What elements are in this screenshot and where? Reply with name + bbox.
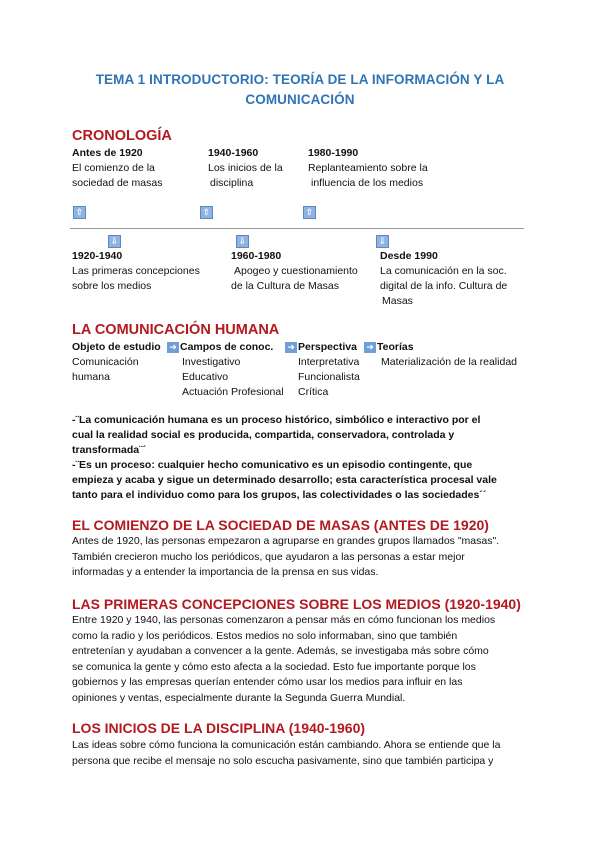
timeline-entry-1920-1940 <box>72 249 232 294</box>
body-line: Entre 1920 y 1940, las personas comenzaron a pensar más en cómo funcionan los medios <box>72 614 496 626</box>
quote-line: transformada¨´ <box>72 444 147 456</box>
timeline-desc: de la Cultura de Masas <box>231 280 339 292</box>
timeline-entry-antes-1920 <box>72 146 202 191</box>
arrow-up-icon: ⇧ <box>303 206 316 219</box>
cell: Interpretativa <box>298 356 360 368</box>
arrow-up-icon: ⇧ <box>200 206 213 219</box>
body-line: se comunica la gente y cómo esto afecta a la sociedad. Esto fue importante porque los <box>72 660 476 673</box>
cell: Funcionalista <box>298 371 360 383</box>
timeline-desc: digital de la info. Cultura de <box>380 280 508 292</box>
section-heading-inicios-disciplina: LOS INICIOS DE LA DISCIPLINA (1940-1960) <box>72 720 366 736</box>
quote-line: -¨Es un proceso: cualquier hecho comunicativo es un episodio contingente, que <box>72 459 473 471</box>
timeline-period: 1940-1960 <box>208 147 259 159</box>
quote-line: empieza y acaba y sigue un determinado desarrollo; esta característica procesal vale <box>72 474 497 486</box>
cell: Materialización de la realidad <box>381 356 517 368</box>
body-line: como la radio y los periódicos. Estos medios no solo informaban, sino que también <box>72 629 458 642</box>
col-header-teorias: Teorías <box>377 341 414 353</box>
timeline-desc: El comienzo de la <box>72 162 155 174</box>
col-header-campos: Campos de conoc. <box>180 341 274 353</box>
body-line: Las ideas sobre cómo funciona la comunicación están cambiando. Ahora se entiende que la <box>72 739 501 751</box>
body-line: persona que recibe el mensaje no solo escucha pasivamente, sino que también participa y <box>72 754 494 767</box>
cell: Crítica <box>298 386 329 398</box>
title-line-2: COMUNICACIÓN <box>245 92 355 107</box>
timeline-desc: sobre los medios <box>72 280 152 292</box>
section-body-primeras-concepciones <box>72 613 532 707</box>
body-line: informadas y a entender la importancia de la prensa en sus vidas. <box>72 566 379 579</box>
arrow-down-icon: ⇩ <box>108 235 121 248</box>
timeline-entry-1960-1980 <box>231 249 381 294</box>
timeline-period: Antes de 1920 <box>72 147 143 159</box>
timeline-line <box>70 228 524 229</box>
timeline-period: 1980-1990 <box>308 147 359 159</box>
timeline-entry-1980-1990 <box>308 146 468 191</box>
timeline-desc: Los inicios de la <box>208 162 283 174</box>
timeline-entry-desde-1990 <box>380 249 530 309</box>
title-line-1: TEMA 1 INTRODUCTORIO: TEORÍA DE LA INFORMACIÓN Y LA <box>95 72 505 87</box>
quote-2 <box>72 458 552 503</box>
body-line: gobiernos y las empresas querían entender cómo usar los medios para influir en las <box>72 676 463 689</box>
section-body-inicios-disciplina <box>72 738 532 769</box>
body-line: opiniones y ventas, especialmente durante la Segunda Guerra Mundial. <box>72 691 406 704</box>
quote-1 <box>72 413 542 458</box>
col-perspectiva <box>298 355 360 400</box>
timeline-desc: sociedad de masas <box>72 177 163 189</box>
body-line: También crecieron mucho los periódicos, que ayudaron a las personas a estar mejor <box>72 550 465 563</box>
section-heading-sociedad-masas: EL COMIENZO DE LA SOCIEDAD DE MASAS (ANTES DE 1920) <box>72 517 489 533</box>
document-title <box>60 70 540 110</box>
col-header-objeto: Objeto de estudio <box>72 341 161 353</box>
timeline-desc: influencia de los medios <box>311 177 424 189</box>
timeline-period: 1920-1940 <box>72 250 123 262</box>
arrow-right-icon: ➜ <box>364 342 376 353</box>
timeline-desc: Replanteamiento sobre la <box>308 162 428 174</box>
col-objeto <box>72 355 139 385</box>
section-body-sociedad-masas <box>72 534 532 581</box>
arrow-down-icon: ⇩ <box>376 235 389 248</box>
comunicacion-humana-heading: LA COMUNICACIÓN HUMANA <box>72 322 280 338</box>
timeline-desc: disciplina <box>210 177 254 189</box>
timeline-desc: La comunicación en la soc. <box>380 265 507 277</box>
timeline-desc: Masas <box>382 295 413 307</box>
col-teorias <box>381 355 517 370</box>
arrow-right-icon: ➜ <box>285 342 297 353</box>
body-line: entretenían y ayudaban a convencer a la gente. Además, se investigaba más sobre cómo <box>72 645 489 658</box>
cell: Educativo <box>182 371 229 383</box>
cell: Comunicación <box>72 356 139 368</box>
quote-line: tanto para el individuo como para los grupos, las colectividades o las sociedades´´ <box>72 489 487 501</box>
timeline-desc: Apogeo y cuestionamiento <box>234 265 358 277</box>
quote-line: -¨La comunicación humana es un proceso histórico, simbólico e interactivo por el <box>72 414 481 426</box>
cell: Investigativo <box>182 356 241 368</box>
arrow-up-icon: ⇧ <box>73 206 86 219</box>
timeline-period: Desde 1990 <box>380 250 438 262</box>
col-campos <box>182 355 284 400</box>
section-heading-primeras-concepciones: LAS PRIMERAS CONCEPCIONES SOBRE LOS MEDIOS (1920-1940) <box>72 596 521 612</box>
col-header-perspectiva: Perspectiva <box>298 341 357 353</box>
cell: humana <box>72 371 110 383</box>
body-line: Antes de 1920, las personas empezaron a agruparse en grandes grupos llamados "masas". <box>72 535 500 547</box>
timeline-desc: Las primeras concepciones <box>72 265 200 277</box>
timeline-period: 1960-1980 <box>231 250 282 262</box>
cronologia-heading: CRONOLOGÍA <box>72 128 172 144</box>
cell: Actuación Profesional <box>182 386 284 398</box>
quote-line: cual la realidad social es producida, compartida, conservadora, controlada y <box>72 429 455 441</box>
timeline-entry-1940-1960 <box>208 146 308 191</box>
arrow-down-icon: ⇩ <box>236 235 249 248</box>
arrow-right-icon: ➜ <box>167 342 179 353</box>
